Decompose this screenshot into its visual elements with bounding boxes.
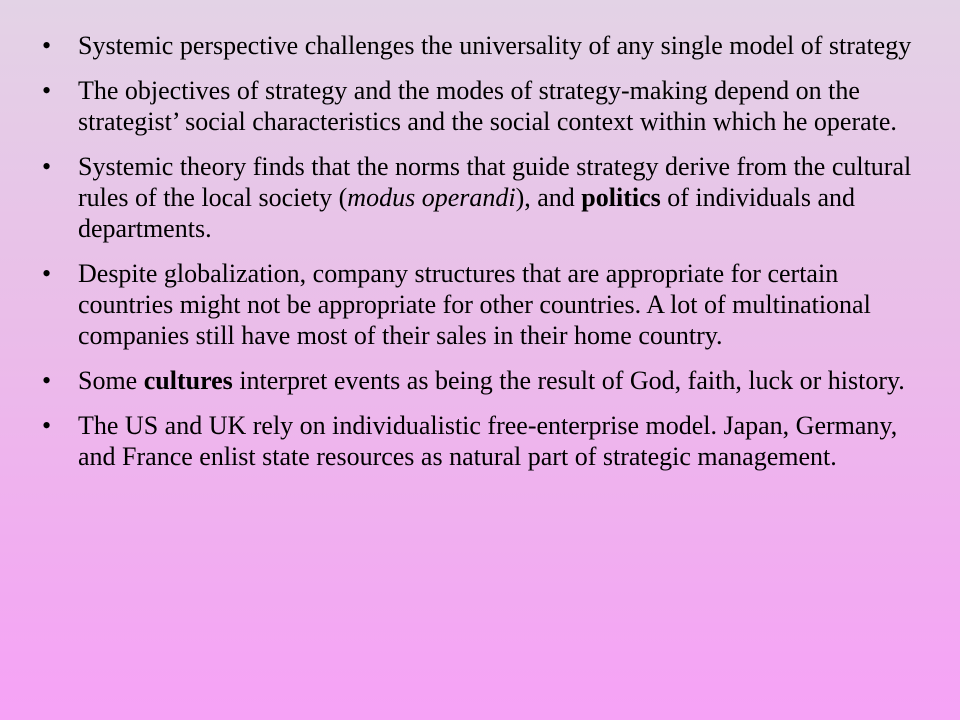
bullet-dot: • — [42, 259, 52, 288]
bullet-text — [78, 76, 897, 136]
bullet-text-segment: The US and UK rely on individualistic free-enterprise model. Japan, Germany, and France enlist state resources as natural part of strategic management. — [78, 411, 898, 471]
bullet-item — [42, 365, 922, 396]
bullet-text-bold: cultures — [143, 366, 233, 395]
bullet-item — [42, 75, 922, 137]
bullet-text-segment: Systemic perspective challenges the universality of any single model of strategy — [78, 31, 912, 60]
bullet-dot: • — [42, 152, 52, 181]
bullet-text — [78, 152, 911, 243]
bullet-dot: • — [42, 411, 52, 440]
bullet-text — [78, 366, 905, 395]
bullet-text-segment: ), and — [515, 183, 582, 212]
bullet-text — [78, 31, 911, 60]
bullet-text-segment: Some — [78, 366, 144, 395]
bullet-text — [78, 259, 871, 350]
bullet-text-bold: politics — [581, 183, 661, 212]
bullet-dot: • — [42, 366, 52, 395]
bullet-text-segment: interpret events as being the result of God, faith, luck or history. — [232, 366, 905, 395]
bullet-item — [42, 30, 922, 61]
bullet-text-segment: The objectives of strategy and the modes of strategy-making depend on the strategist’ social characteristics and the social context within which he operate. — [78, 76, 897, 136]
bullet-dot: • — [42, 31, 52, 60]
bullet-text — [78, 411, 897, 471]
bullet-item — [42, 258, 922, 351]
bullet-item — [42, 151, 922, 244]
bullet-text-segment: Systemic theory finds that the norms that guide strategy derive from the cultural rules of the local society ( — [78, 152, 912, 212]
bullet-text-segment: Despite globalization, company structures that are appropriate for certain countries might not be appropriate for other countries. A lot of multinational companies still have most of their sales in their home country. — [78, 259, 871, 350]
bullet-dot: • — [42, 76, 52, 105]
bullet-item — [42, 410, 922, 472]
bullet-text-italic: modus operandi — [347, 183, 516, 212]
bullet-text-segment: of individuals and departments. — [78, 183, 855, 243]
bullet-list — [42, 30, 922, 472]
